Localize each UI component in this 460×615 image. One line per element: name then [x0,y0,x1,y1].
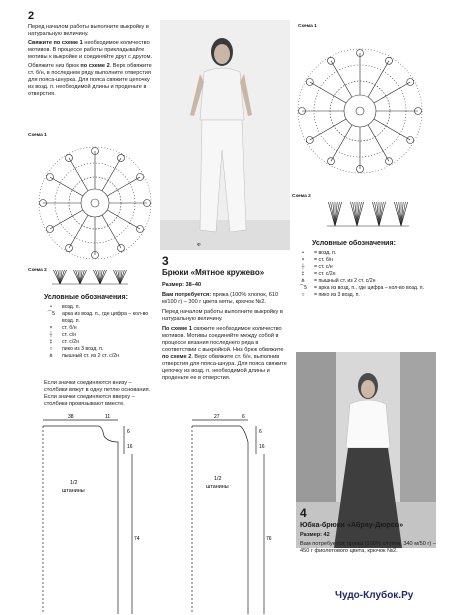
left-scheme1-label: Схема 1 [28,133,47,138]
right-legend-text: = пышный ст. из 2 ст. с/2н [314,278,376,284]
left-legend-text: арка из возд. п., где цифра – кол-во возд. п. [62,311,149,324]
article-4 [300,506,440,555]
bind-paragraph [28,40,153,61]
right-legend-row [296,257,426,264]
article4-need: Вам потребуется: пряжа (100% хлопок, 340 м/50 г) – 450 г фиолетового цвета, крючок №2. [300,541,436,554]
right-legend-symbol: • [302,250,304,256]
middle-pattern-w2: 6 [242,414,245,420]
left-pattern-h3: 74 [134,536,140,542]
left-legend-symbol: ‡ [49,339,53,345]
left-legend-row [44,304,158,311]
article3-body [162,326,290,382]
model-photo-pants [160,20,290,250]
right-legend-row [296,285,426,292]
right-legend-symbol: ○ [301,292,305,298]
right-legend-row [296,271,426,278]
left-legend-text: ст. б/н [62,325,77,331]
right-legend-row [296,264,426,271]
trim-bold: по схеме 2 [80,63,110,69]
right-legend [296,240,426,299]
left-scheme1-diagram [30,138,160,268]
middle-pattern-h1: 6 [259,429,262,435]
photo1-credit: Ф [197,243,201,248]
right-legend-text: = пико из 3 возд. п. [314,292,360,298]
left-pattern-h1: 6 [127,429,130,435]
left-legend-row [44,339,158,346]
article3-scheme2-rest: . Верх обвяжите ст. б/н, выполнив отверстия для пояса-шнура. Для пояса свяжите цепочку из возд. п. необходимой длины и проденьте ее в отверстия. [162,354,287,381]
right-scheme1-label: Схема 1 [298,24,317,29]
middle-pattern-label-2: штанины [206,484,229,490]
right-legend-text: = ст. с/н [314,264,333,270]
middle-pattern-h2: 16 [259,444,265,450]
left-legend-text: ст. с/н [62,332,77,338]
left-legend-row [44,353,158,360]
right-legend-title: Условные обозначения: [312,240,396,247]
article3-scheme-bold: По схеме 1 [162,326,192,332]
left-pattern-label-2: штанины [62,488,85,494]
page-number: 2 [28,10,35,22]
left-legend-text: ст. с/2н [62,339,80,345]
right-scheme2-diagram [325,192,415,232]
right-legend-row [296,278,426,285]
article3-need-bold: Вам потребуется: [162,292,212,298]
left-legend-row [44,346,158,353]
article3-intro: Перед началом работы выполните выкройку в натуральную величину. [162,309,283,322]
right-legend-row [296,250,426,257]
middle-pattern-label-1: 1/2 [214,476,222,482]
right-scheme2-label: Схема 2 [292,194,311,199]
left-legend-text: возд. п. [62,304,80,310]
right-legend-text: = ст. с/2н [314,271,336,277]
article4-number: 4 [300,506,307,520]
trim-paragraph [28,63,153,98]
right-legend-text: = возд. п. [314,250,337,256]
left-legend-symbol: ┼ [49,332,53,338]
left-legend-row [44,325,158,332]
left-legend-row [44,332,158,339]
left-legend [44,294,158,360]
left-legend-title: Условные обозначения: [44,294,128,301]
article3-scheme-rest: свяжите необходимое количество мотивов. Мотивы соединяйте между собой в процессе вязания последнего ряда в соответствии с выкройкой. Низ брюк обвяжите [162,326,284,353]
right-legend-symbol: ‡ [301,271,305,277]
right-legend-text: = ст. б/н [314,257,334,263]
left-note: Если значки соединяются внизу – столбики вяжут в одну петлю основания. Если значки соединяются вверху – столбики провязывают вместе. [44,380,151,407]
left-pattern-diagram [28,414,150,614]
right-legend-row [296,292,426,299]
right-scheme1-diagram [290,36,430,186]
article3-need [162,292,290,306]
left-legend-symbol: ⋔ [48,353,54,359]
left-scheme2-diagram [50,262,130,288]
middle-pattern-diagram [170,414,290,614]
right-legend-symbol: ⌒5 [298,285,308,291]
bind-bold: Свяжите по схеме 1 [28,40,83,46]
left-legend-text: пышный ст. из 2 ст. с/2н [62,353,120,359]
left-pattern-h2: 16 [127,444,133,450]
bind-rest: необходимое количество мотивов. В процессе работы прикладывайте мотивы к выкройке и соединяйте друг с другом. [28,40,153,60]
article3-title: Брюки «Мятное кружево» [162,268,265,277]
left-legend-text: пико из 3 возд. п. [62,346,104,352]
left-legend-symbol: ⌒5 [46,311,56,317]
right-legend-text: = арка из возд. п., где цифра – кол-во возд. п. [314,285,425,291]
article4-size: Размер: 42 [300,532,330,538]
left-legend-row [44,311,158,325]
left-legend-symbol: • [50,304,52,310]
left-pattern-label-1: 1/2 [70,480,78,486]
right-legend-symbol: × [301,257,305,263]
intro-text: Перед началом работы выполните выкройку в натуральную величину. [28,24,149,37]
right-legend-symbol: ⋔ [300,278,306,284]
left-intro [28,24,153,98]
article3-scheme2-bold: по схеме 2 [162,354,192,360]
trim-rest: . Верх обвяжите ст. б/н, в последнем ряду выполните отверстия для пояса-шнурка. Для пояса свяжите цепочку из возд. п. необходимой длины и проденьте в отверстия. [28,63,152,97]
article-3 [162,254,290,382]
left-scheme2-label: Схема 2 [28,268,47,273]
article3-number: 3 [162,254,169,268]
middle-pattern-w1: 27 [214,414,220,420]
article4-title: Юбка-брюки «Абрау-Дюрсо» [300,520,404,529]
left-legend-symbol: ○ [49,346,53,352]
article3-size: Размер: 38–40 [162,282,202,288]
left-pattern-w1: 38 [68,414,74,420]
left-pattern-w2: 11 [105,414,111,420]
trim-prefix: Обвяжите низ брюк [28,63,81,69]
right-legend-symbol: ┼ [301,264,305,270]
left-legend-symbol: × [49,325,53,331]
article3-need-rest: пряжа (100% хлопок, 610 м/100 г) – 300 г цвета мяты, крючок №2. [162,292,279,305]
middle-pattern-h3: 76 [266,536,272,542]
site-watermark: Чудо-Клубок.Ру [335,590,414,601]
